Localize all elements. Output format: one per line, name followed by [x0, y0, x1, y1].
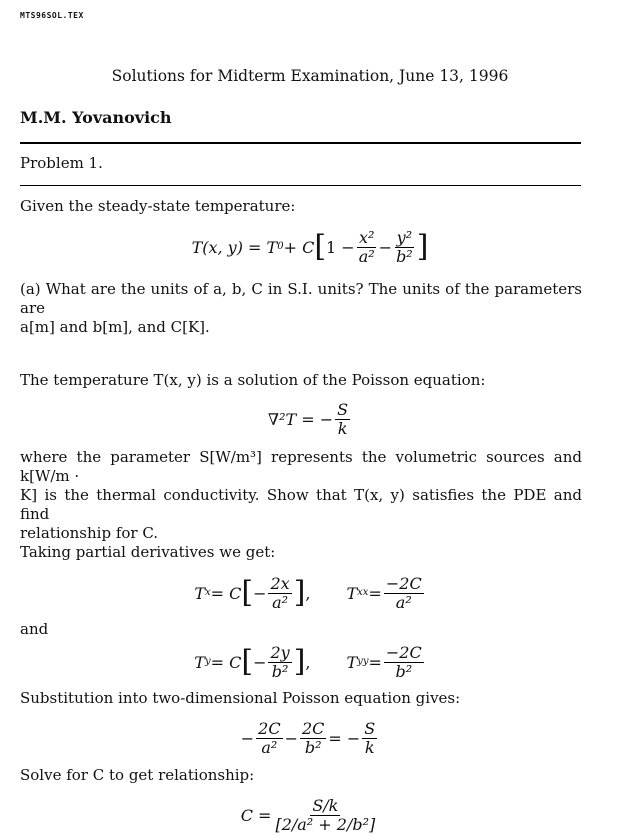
- eq-neg: −: [253, 652, 267, 672]
- given-text: Given the steady-state temperature:: [20, 197, 296, 215]
- ty-equation: T y = C [ − $\frac{2y}{\text{b²}}$ ] , T yy = $\frac{-2C}{\text{b²}}$: [194, 642, 422, 681]
- problem-heading: Problem 1.: [20, 154, 103, 172]
- fraction1: [256, 720, 282, 757]
- eq-mid: + C: [283, 237, 315, 257]
- eq-comma: ,: [305, 652, 311, 672]
- eq-neg: −: [253, 583, 267, 603]
- eq-comma: ,: [305, 583, 311, 603]
- denominator: a²: [395, 592, 412, 612]
- problem-rule: [20, 185, 581, 186]
- numerator: 2C: [301, 718, 325, 738]
- fraction: [273, 797, 377, 834]
- numerator: −2C: [385, 573, 422, 593]
- solve-text: Solve for C to get relationship:: [20, 766, 255, 784]
- part-a-line1: (a) What are the units of a, b, C in S.I. units? The units of the parameters are: [20, 280, 582, 317]
- fraction3: [362, 720, 377, 757]
- numerator: 2x: [270, 573, 290, 593]
- s-over-k: [335, 401, 350, 438]
- eq-eq: = C: [210, 583, 242, 603]
- denominator: k: [364, 737, 375, 757]
- eq-lhs: ∇²T = −: [267, 409, 334, 429]
- numerator: −2C: [385, 642, 422, 662]
- eq-lhs: T: [194, 652, 205, 672]
- y-fraction: [394, 229, 415, 266]
- numerator: S: [337, 399, 349, 419]
- file-name: MTS96SOL.TEX: [20, 11, 84, 20]
- numerator: 2y: [270, 642, 290, 662]
- eq-m1: −: [240, 728, 255, 748]
- eq-lhs: T: [194, 583, 205, 603]
- bracket-close: ]: [416, 229, 429, 264]
- denominator: k: [337, 418, 348, 438]
- eq-one: 1 −: [326, 237, 355, 257]
- author: M.M. Yovanovich: [20, 108, 172, 127]
- substitution-text: Substitution into two-dimensional Poisson equation gives:: [20, 689, 461, 707]
- eq-lhs: C =: [240, 805, 272, 825]
- document-title: Solutions for Midterm Examination, June 13, 1996: [111, 67, 509, 85]
- where-line3: relationship for C.: [20, 524, 159, 542]
- temperature-equation: T(x, y) = T 0 + C [ 1 − $\frac{\text{x²}}{\text{a²}}$ − $\frac{\text{y²}}{\text{b²}}$ ]: [191, 227, 429, 266]
- denominator: a²: [261, 737, 278, 757]
- part-a-line2: a[m] and b[m], and C[K].: [20, 318, 210, 336]
- numerator: S: [364, 718, 376, 738]
- denominator: a²: [358, 246, 375, 266]
- denominator: b²: [396, 246, 413, 266]
- result-equation: [20, 793, 600, 837]
- bracket-open: [: [314, 229, 327, 264]
- fraction2: [300, 720, 326, 757]
- poisson-intro: The temperature T(x, y) is a solution of the Poisson equation:: [20, 371, 486, 389]
- eq-eq: = −: [328, 728, 361, 748]
- fraction: [268, 644, 291, 681]
- where-line1: where the parameter S[W/m³] represents the volumetric sources and k[W/m ·: [20, 448, 582, 485]
- tx-equation: T x = C [ − $\frac{2x}{\text{a²}}$ ] , T xx = $\frac{-2C}{\text{a²}}$: [194, 573, 422, 612]
- denominator: b²: [395, 661, 413, 681]
- bracket-close: ]: [293, 644, 306, 679]
- where-line2: K] is the thermal conductivity. Show that T(x, y) satisfies the PDE and find: [20, 486, 582, 523]
- substituted-equation: [20, 716, 600, 760]
- partial-text: Taking partial derivatives we get:: [20, 543, 276, 561]
- and-text: and: [20, 620, 49, 638]
- eq-lhs: T(x, y) = T: [191, 237, 278, 257]
- bracket-close: ]: [293, 575, 306, 610]
- numerator: 2C: [258, 718, 281, 738]
- poisson-equation: [20, 398, 600, 440]
- eq-lhs2: T: [346, 652, 358, 672]
- eq-eq2: =: [368, 652, 382, 672]
- fraction: [268, 575, 291, 612]
- numerator: x²: [358, 227, 375, 247]
- eq-minus: −: [378, 237, 393, 257]
- fraction2: [384, 575, 424, 612]
- eq-lhs2: T: [346, 583, 358, 603]
- denominator: a²: [272, 592, 289, 612]
- numerator: S/k: [312, 795, 339, 815]
- x-fraction: [357, 229, 377, 266]
- eq-eq2: =: [368, 583, 382, 603]
- bracket-open: [: [241, 644, 254, 679]
- eq-eq: = C: [210, 652, 242, 672]
- denominator: [2/a² + 2/b²]: [275, 814, 376, 834]
- eq-m2: −: [284, 728, 298, 748]
- fraction2: [384, 644, 424, 681]
- bracket-open: [: [241, 575, 254, 610]
- numerator: y²: [396, 227, 413, 247]
- top-rule: [20, 142, 581, 144]
- denominator: b²: [304, 737, 322, 757]
- denominator: b²: [271, 661, 289, 681]
